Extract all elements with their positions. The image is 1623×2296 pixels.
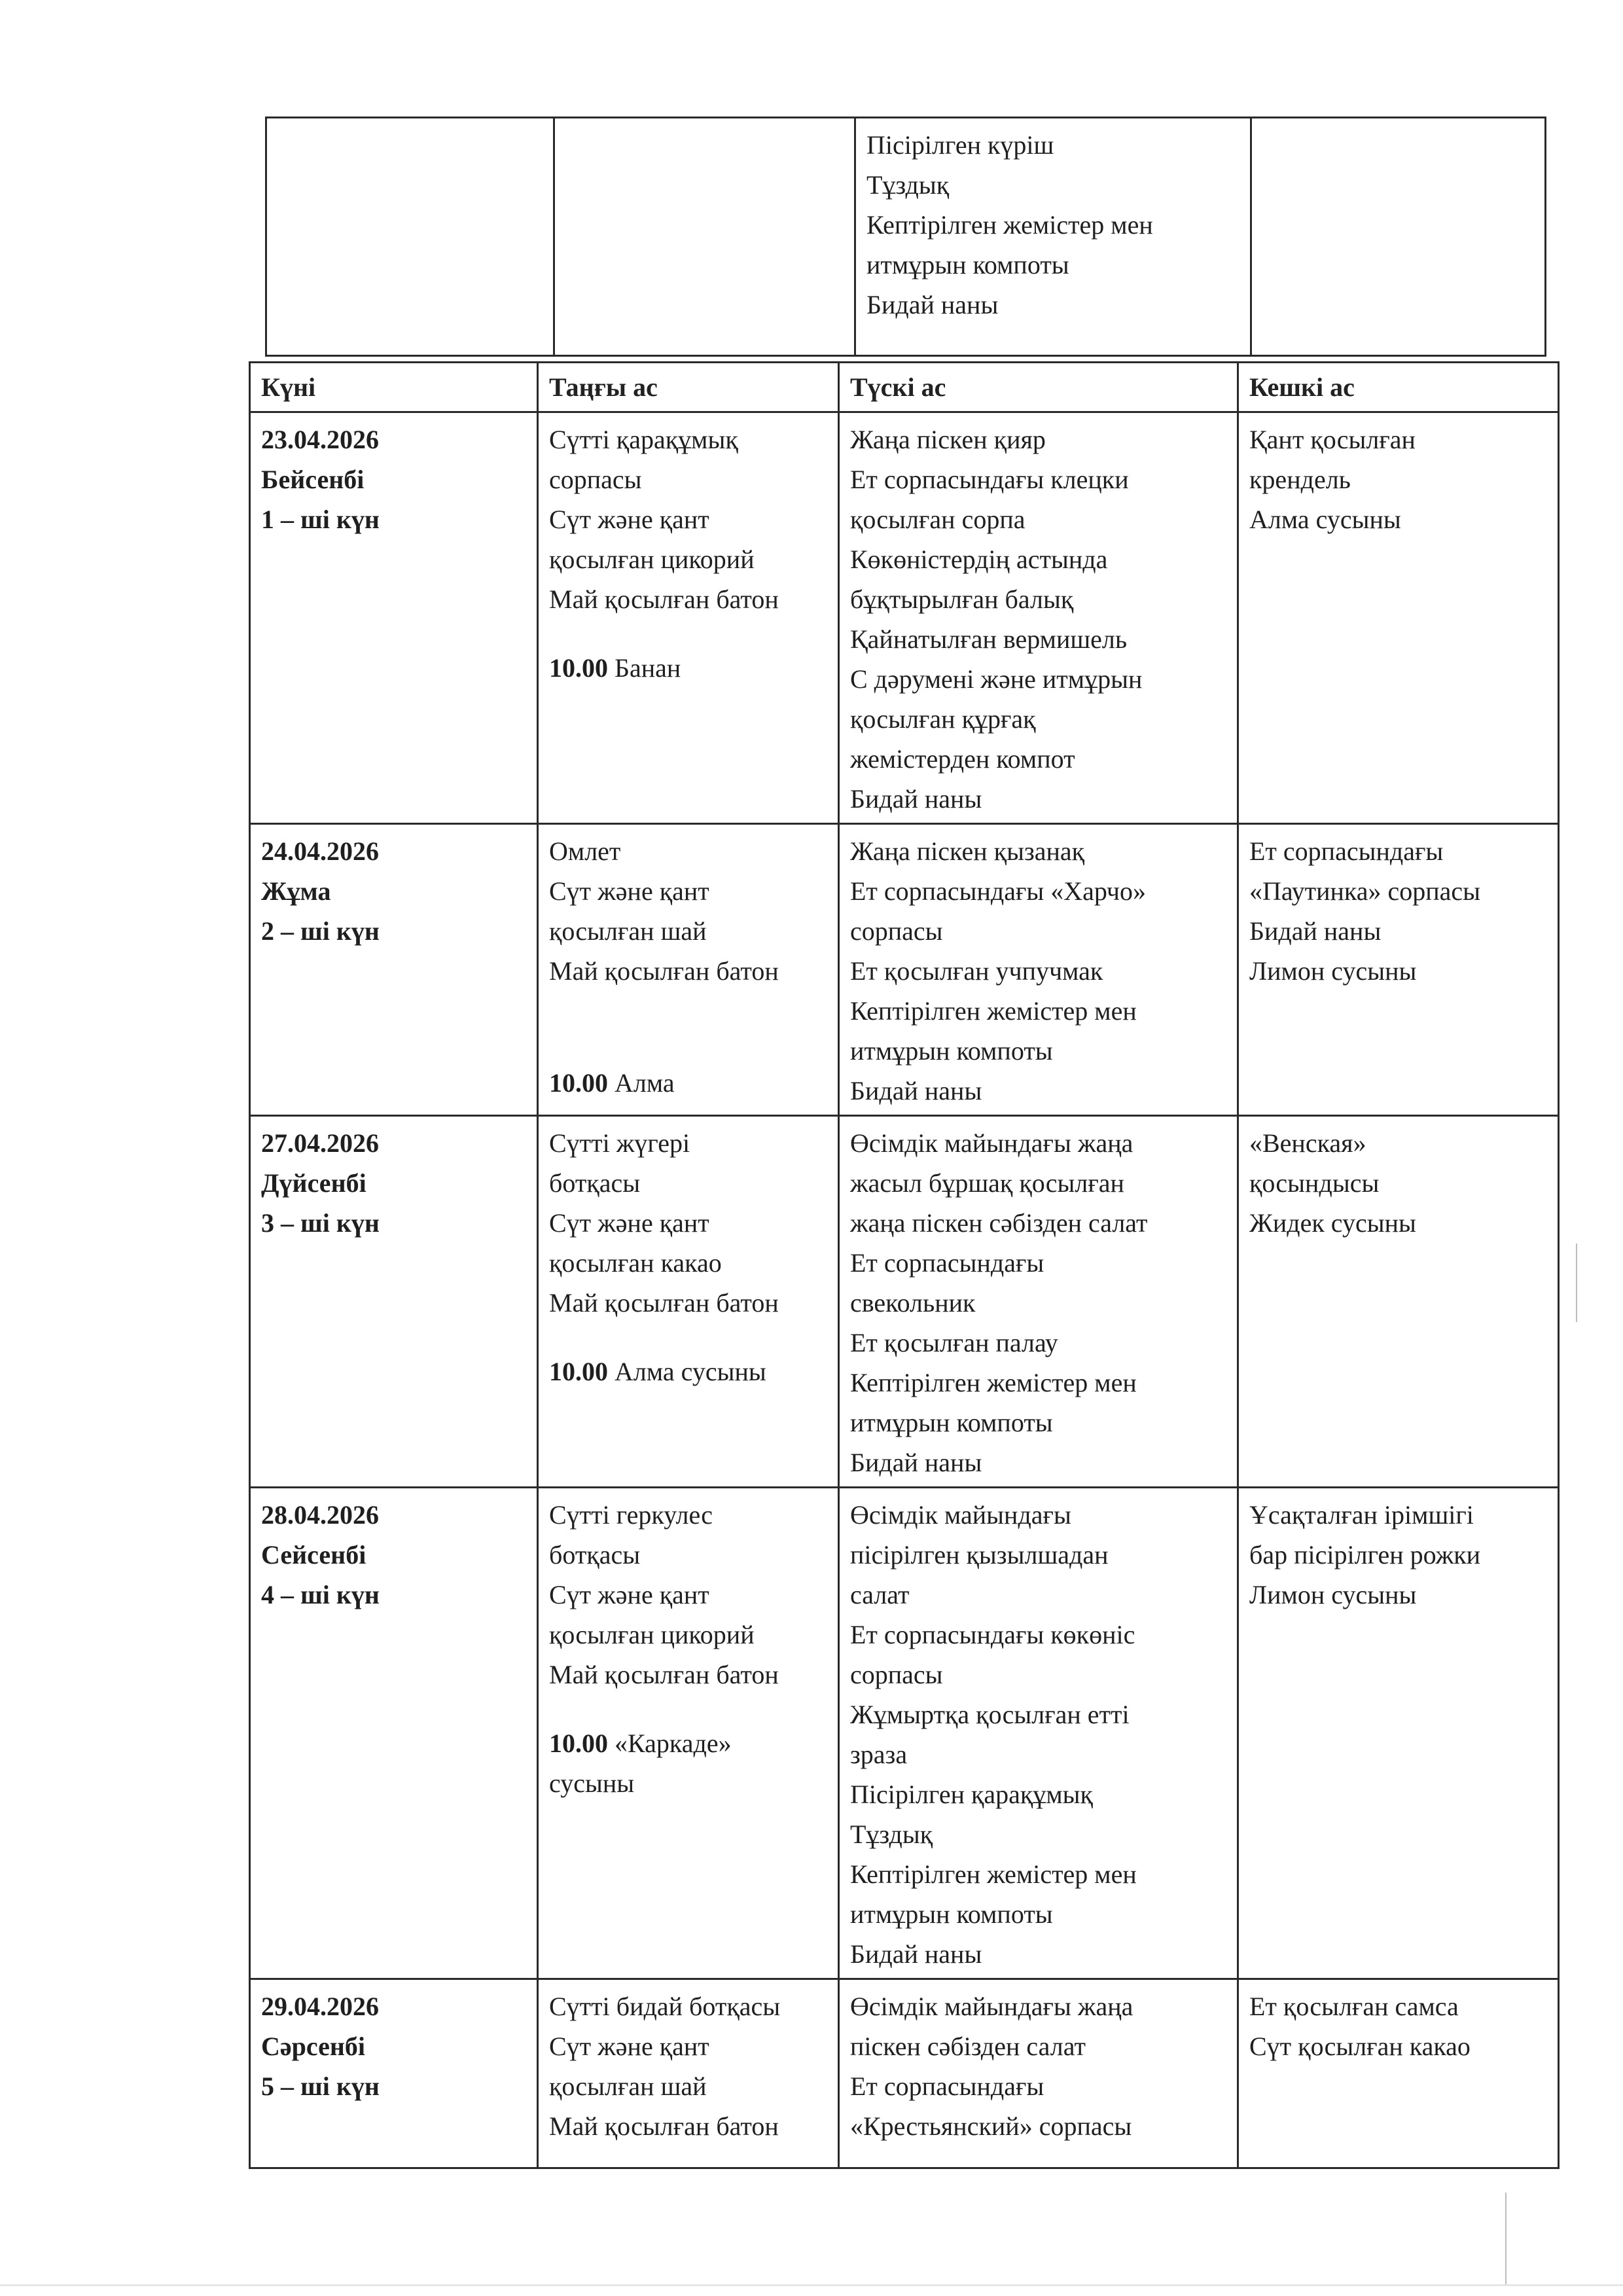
day-number: 4 – ші күн xyxy=(261,1580,380,1609)
day-weekday: Дүйсенбі xyxy=(261,1168,366,1198)
spacer xyxy=(549,1695,829,1723)
day-weekday: Жұма xyxy=(261,876,331,906)
cell-day xyxy=(250,824,538,1116)
cell-lunch xyxy=(839,1116,1238,1488)
menu-item: Бидай наны xyxy=(866,290,999,319)
menu-item: Кептірілген жемістер мен xyxy=(850,996,1137,1026)
cell-breakfast xyxy=(538,1116,839,1488)
menu-item: Сүт қосылған какао xyxy=(1249,2032,1471,2061)
menu-item: зраза xyxy=(850,1740,908,1769)
cell-lunch xyxy=(839,1488,1238,1979)
cell-day xyxy=(250,412,538,824)
menu-item: қосылған сорпа xyxy=(850,505,1026,534)
header-breakfast: Таңғы ас xyxy=(538,363,839,412)
day-number: 5 – ші күн xyxy=(261,2072,380,2101)
menu-item: Тұздық xyxy=(866,170,950,200)
menu-item: ботқасы xyxy=(549,1168,641,1198)
menu-item: Май қосылған батон xyxy=(549,956,779,986)
snack-time: 10.00 xyxy=(549,1729,608,1758)
menu-item: итмұрын компоты xyxy=(850,1036,1053,1066)
menu-item: Май қосылған батон xyxy=(549,1288,779,1318)
menu-item: Қайнатылған вермишель xyxy=(850,624,1128,654)
menu-item: Сүт және қант xyxy=(549,2032,709,2061)
cell-day xyxy=(250,1488,538,1979)
cell-breakfast xyxy=(554,118,855,356)
table-row xyxy=(250,1979,1559,2168)
menu-item: Кептірілген жемістер мен xyxy=(866,210,1153,240)
menu-item: Алма сусыны xyxy=(1249,505,1401,534)
menu-item: піскен сәбізден салат xyxy=(850,2032,1086,2061)
snack-item: Алма сусыны xyxy=(615,1357,766,1386)
menu-item: қосылған шай xyxy=(549,2072,707,2101)
menu-item: Лимон сусыны xyxy=(1249,956,1417,986)
menu-item: крендель xyxy=(1249,465,1351,494)
menu-item: Бидай наны xyxy=(850,784,982,814)
menu-item: Бидай наны xyxy=(850,1939,982,1969)
menu-item: Лимон сусыны xyxy=(1249,1580,1417,1609)
day-number: 3 – ші күн xyxy=(261,1208,380,1238)
table-row xyxy=(250,1488,1559,1979)
menu-item: Ет қосылған самса xyxy=(1249,1992,1459,2021)
menu-item: итмұрын компоты xyxy=(850,1408,1053,1437)
spacer xyxy=(549,619,829,648)
menu-item: Жаңа піскен қияр xyxy=(850,425,1046,454)
menu-item: Пісірілген қарақұмық xyxy=(850,1780,1093,1809)
cell-lunch xyxy=(839,412,1238,824)
menu-item: Көкөністердің астында xyxy=(850,545,1108,574)
cell-breakfast xyxy=(538,412,839,824)
menu-item: қосылған цикорий xyxy=(549,545,755,574)
menu-item: Сүт және қант xyxy=(549,1208,709,1238)
menu-item: Омлет xyxy=(549,836,621,866)
menu-item: С дәрумені және итмұрын xyxy=(850,664,1143,694)
cell-lunch xyxy=(839,1979,1238,2168)
snack-line xyxy=(549,1723,829,1763)
table-row xyxy=(250,1116,1559,1488)
menu-item: Тұздық xyxy=(850,1820,933,1849)
menu-item: Жаңа піскен қызанақ xyxy=(850,836,1085,866)
cell-dinner xyxy=(1238,1979,1559,2168)
day-date: 23.04.2026 xyxy=(261,425,379,454)
day-date: 27.04.2026 xyxy=(261,1128,379,1158)
table-row xyxy=(266,118,1546,356)
menu-item: қосылған какао xyxy=(549,1248,722,1278)
header-lunch: Түскі ас xyxy=(839,363,1238,412)
cell-lunch xyxy=(839,824,1238,1116)
cell-dinner xyxy=(1251,118,1546,356)
menu-item: Май қосылған батон xyxy=(549,584,779,614)
menu-item: Жұмыртқа қосылған етті xyxy=(850,1700,1130,1729)
day-weekday: Бейсенбі xyxy=(261,465,365,494)
menu-item: Ет қосылған учпучмак xyxy=(850,956,1103,986)
scan-artifact xyxy=(1576,1244,1577,1322)
menu-item: Май қосылған батон xyxy=(549,1660,779,1689)
day-weekday: Сейсенбі xyxy=(261,1540,366,1570)
menu-item: итмұрын компоты xyxy=(866,250,1069,279)
day-date: 29.04.2026 xyxy=(261,1992,379,2021)
continuation-table xyxy=(265,117,1546,357)
snack-item: «Каркаде» xyxy=(615,1729,732,1758)
menu-item: пісірілген қызылшадан xyxy=(850,1540,1109,1570)
menu-item: итмұрын компоты xyxy=(850,1899,1053,1929)
cell-day xyxy=(266,118,554,356)
menu-item: Сүт және қант xyxy=(549,505,709,534)
menu-item: «Крестьянский» сорпасы xyxy=(850,2111,1132,2141)
day-weekday: Сәрсенбі xyxy=(261,2032,366,2061)
menu-item: Бидай наны xyxy=(850,1076,982,1105)
day-date: 28.04.2026 xyxy=(261,1500,379,1530)
menu-item: сорпасы xyxy=(850,916,943,946)
snack-line xyxy=(549,1063,829,1103)
cell-breakfast xyxy=(538,1488,839,1979)
header-row xyxy=(250,363,1559,412)
menu-item: свекольник xyxy=(850,1288,976,1318)
menu-item: Кептірілген жемістер мен xyxy=(850,1368,1137,1397)
menu-item: сорпасы xyxy=(850,1660,943,1689)
snack-time: 10.00 xyxy=(549,653,608,683)
scan-artifact xyxy=(0,2284,1623,2286)
menu-item: Қант қосылған xyxy=(1249,425,1416,454)
menu-item: бұқтырылған балық xyxy=(850,584,1074,614)
menu-item: Ет сорпасындағы көкөніс xyxy=(850,1620,1135,1649)
menu-item: Ет сорпасындағы «Харчо» xyxy=(850,876,1147,906)
cell-day xyxy=(250,1979,538,2168)
menu-item: қосындысы xyxy=(1249,1168,1380,1198)
menu-item: Бидай наны xyxy=(1249,916,1382,946)
cell-day xyxy=(250,1116,538,1488)
snack-item: Банан xyxy=(615,653,681,683)
snack-item-cont: сусыны xyxy=(549,1768,635,1798)
menu-item: Сүтті жүгері xyxy=(549,1128,690,1158)
menu-item: жемістерден компот xyxy=(850,744,1075,774)
spacer xyxy=(549,991,829,1063)
menu-item: сорпасы xyxy=(549,465,642,494)
menu-item: Сүтті бидай ботқасы xyxy=(549,1992,781,2021)
day-number: 2 – ші күн xyxy=(261,916,380,946)
table-row xyxy=(250,412,1559,824)
menu-item: Өсімдік майындағы жаңа xyxy=(850,1128,1133,1158)
menu-item: Сүтті геркулес xyxy=(549,1500,713,1530)
menu-item: Ет сорпасындағы xyxy=(850,2072,1044,2101)
menu-item: қосылған шай xyxy=(549,916,707,946)
menu-table xyxy=(249,361,1560,2169)
day-number: 1 – ші күн xyxy=(261,505,380,534)
snack-item: Алма xyxy=(615,1068,675,1098)
menu-item: Ет сорпасындағы xyxy=(850,1248,1044,1278)
header-day: Күні xyxy=(250,363,538,412)
menu-item: Жидек сусыны xyxy=(1249,1208,1416,1238)
menu-item: Сүт және қант xyxy=(549,1580,709,1609)
menu-item: «Паутинка» сорпасы xyxy=(1249,876,1481,906)
menu-item: «Венская» xyxy=(1249,1128,1366,1158)
menu-item: Бидай наны xyxy=(850,1448,982,1477)
cell-breakfast xyxy=(538,1979,839,2168)
menu-item: Өсімдік майындағы xyxy=(850,1500,1071,1530)
menu-item: Сүтті қарақұмық xyxy=(549,425,738,454)
menu-item: Ет қосылған палау xyxy=(850,1328,1058,1357)
cell-lunch xyxy=(855,118,1251,356)
cell-dinner xyxy=(1238,1116,1559,1488)
menu-item: салат xyxy=(850,1580,910,1609)
spacer xyxy=(549,1323,829,1352)
day-date: 24.04.2026 xyxy=(261,836,379,866)
menu-item: Ет сорпасындағы клецки xyxy=(850,465,1129,494)
snack-time: 10.00 xyxy=(549,1068,608,1098)
menu-item: жасыл бұршақ қосылған xyxy=(850,1168,1124,1198)
cell-dinner xyxy=(1238,1488,1559,1979)
scan-artifact xyxy=(1505,2193,1507,2284)
menu-item: Май қосылған батон xyxy=(549,2111,779,2141)
cell-dinner xyxy=(1238,824,1559,1116)
menu-item: қосылған құрғақ xyxy=(850,704,1036,734)
table-row xyxy=(250,824,1559,1116)
cell-breakfast xyxy=(538,824,839,1116)
menu-item: Пісірілген күріш xyxy=(866,130,1054,160)
snack-time: 10.00 xyxy=(549,1357,608,1386)
menu-item: Өсімдік майындағы жаңа xyxy=(850,1992,1133,2021)
menu-item: бар пісірілген рожки xyxy=(1249,1540,1481,1570)
header-dinner: Кешкі ас xyxy=(1238,363,1559,412)
cell-dinner xyxy=(1238,412,1559,824)
menu-item: ботқасы xyxy=(549,1540,641,1570)
menu-item: Кептірілген жемістер мен xyxy=(850,1859,1137,1889)
menu-item: Ұсақталған ірімшігі xyxy=(1249,1500,1474,1530)
snack-line xyxy=(549,648,829,688)
menu-item: Ет сорпасындағы xyxy=(1249,836,1444,866)
snack-line xyxy=(549,1352,829,1391)
menu-item: қосылған цикорий xyxy=(549,1620,755,1649)
menu-item: жаңа піскен сәбізден салат xyxy=(850,1208,1148,1238)
menu-item: Сүт және қант xyxy=(549,876,709,906)
